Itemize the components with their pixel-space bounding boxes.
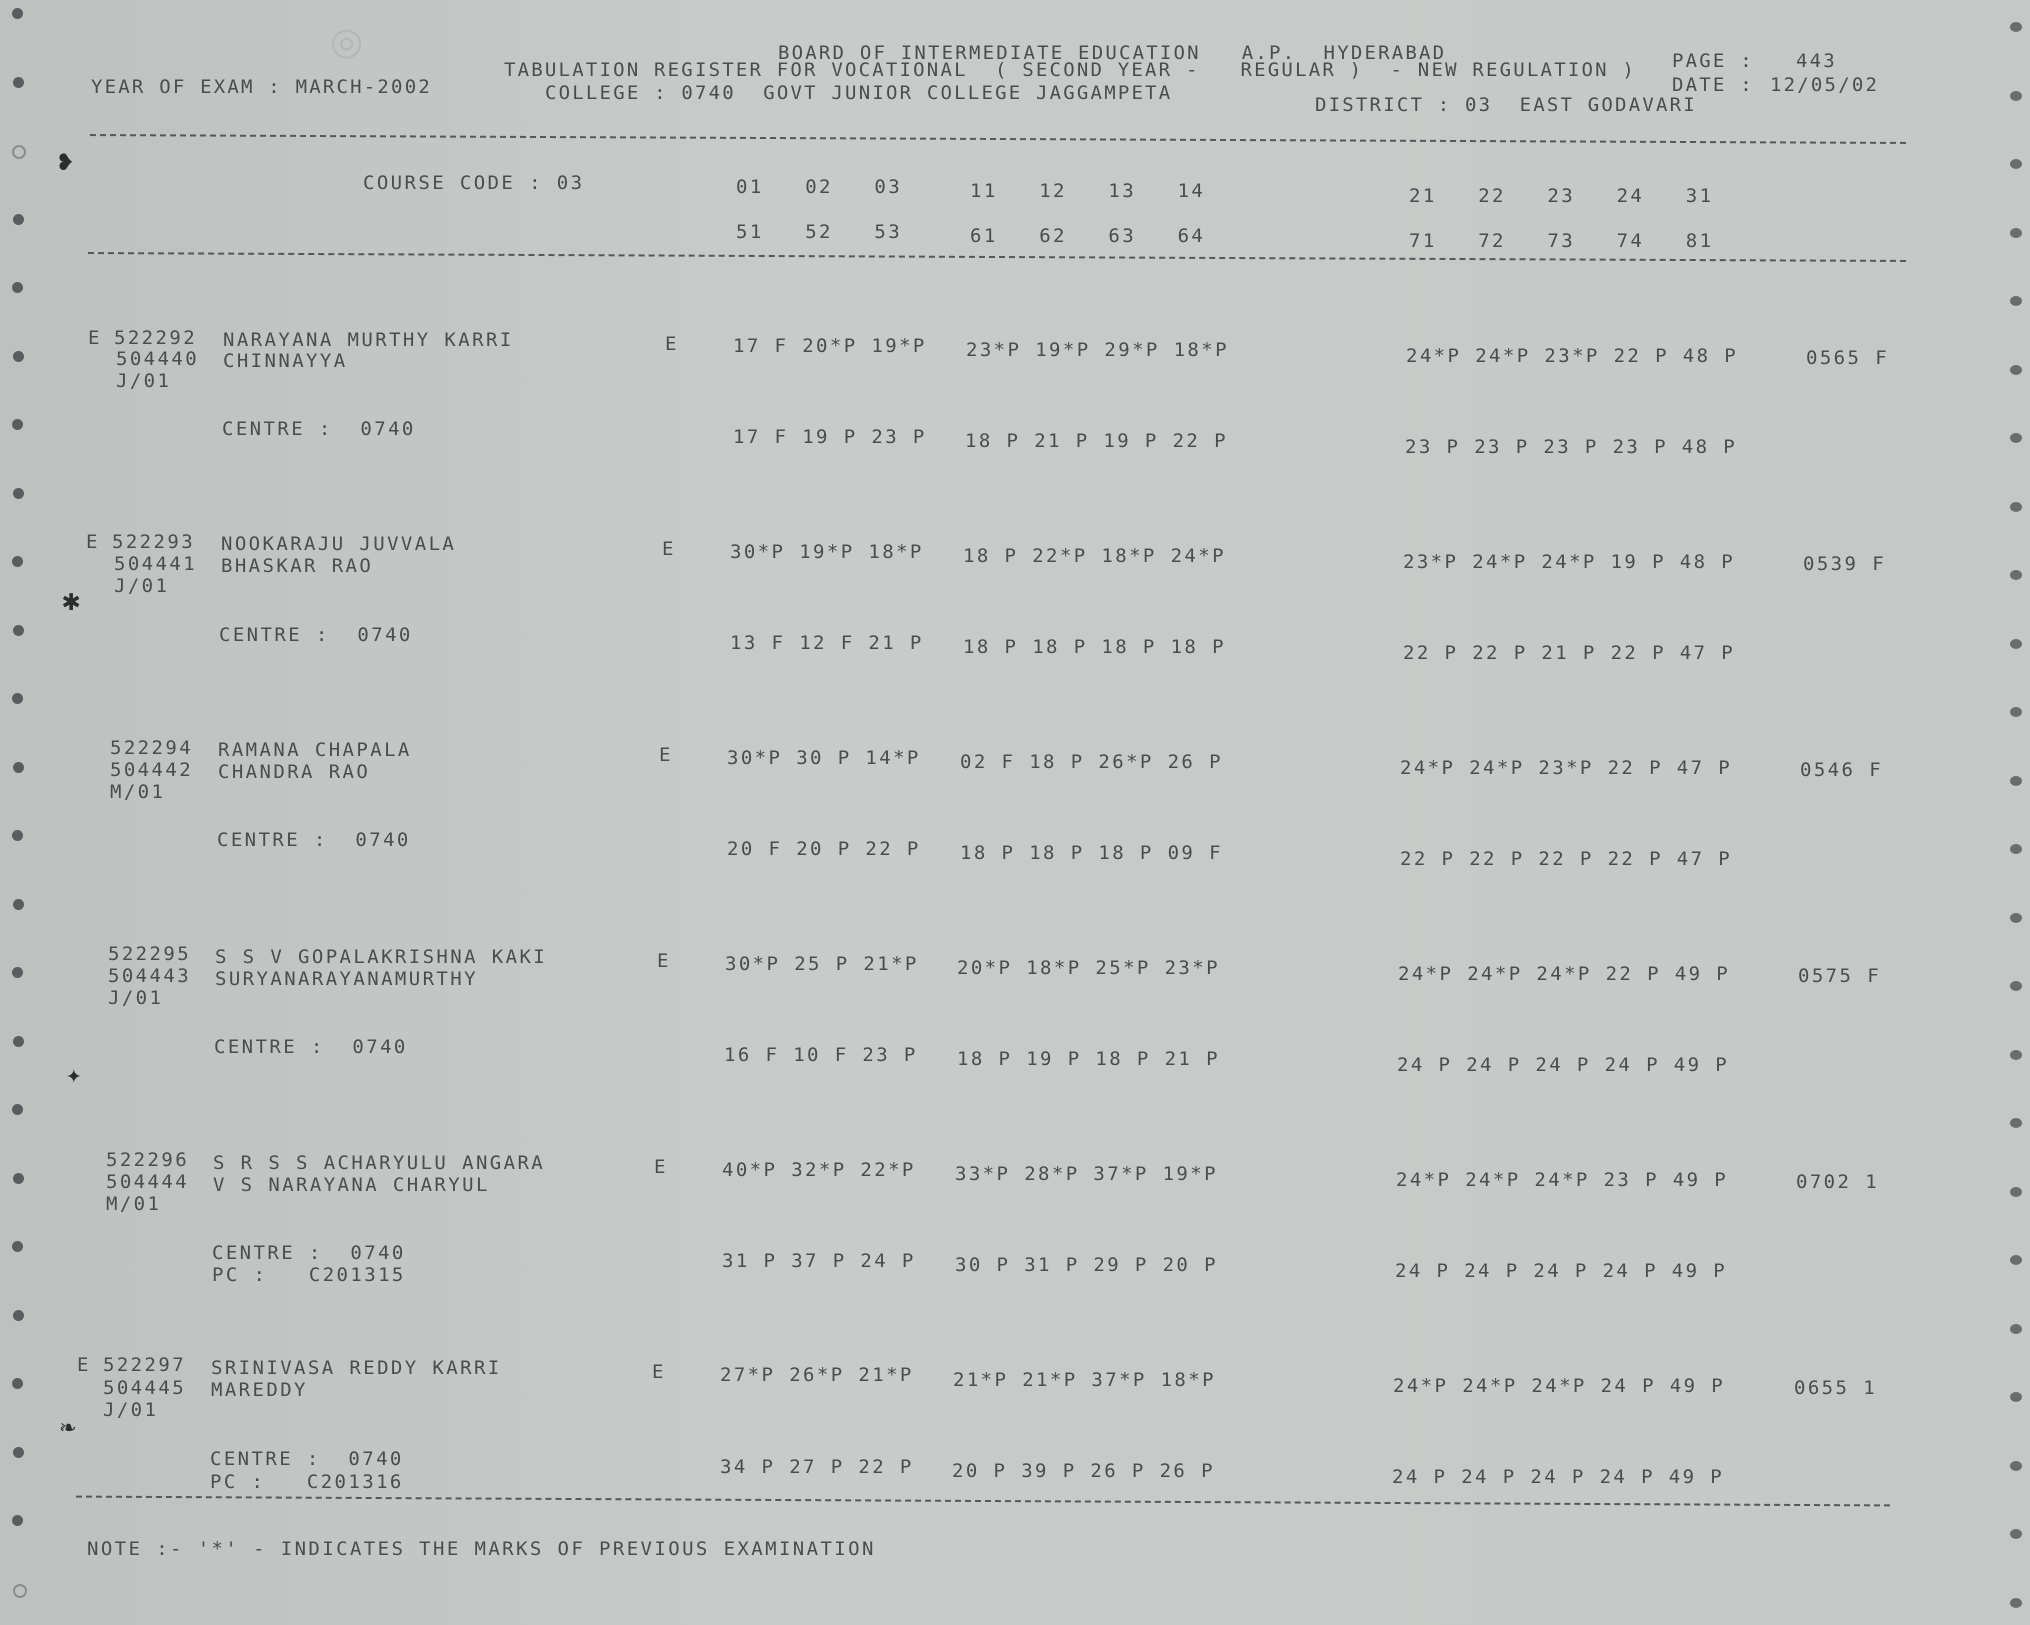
register-title: TABULATION REGISTER FOR VOCATIONAL ( SECOND YEAR - REGULAR ) - NEW REGULATION ) xyxy=(504,59,1637,81)
marks-second-year-group3: 22 P 22 P 22 P 22 P 47 P xyxy=(1400,848,1733,870)
marks-first-year-group2: 18 P 22*P 18*P 24*P xyxy=(963,545,1226,567)
register-number: 522296 xyxy=(106,1149,190,1171)
feed-hole xyxy=(13,488,24,499)
feed-hole xyxy=(12,282,23,293)
centre-code: CENTRE : 0740 xyxy=(214,1036,408,1058)
year-of-exam: YEAR OF EXAM : MARCH-2002 xyxy=(91,76,432,98)
grand-total: 0575 F xyxy=(1798,965,1882,987)
ghost-seal-mark: ◎ xyxy=(330,18,370,63)
student-code: J/01 xyxy=(114,575,170,597)
feed-hole xyxy=(13,77,24,88)
page-label: PAGE : xyxy=(1672,50,1754,72)
marks-second-year-group1: 13 F 12 F 21 P xyxy=(730,632,924,654)
medium: E xyxy=(665,333,679,355)
feed-hole xyxy=(13,1584,27,1598)
marks-first-year-group1: 30*P 25 P 21*P xyxy=(725,953,919,975)
feed-hole xyxy=(12,1104,23,1115)
marks-first-year-group1: 30*P 19*P 18*P xyxy=(730,541,924,563)
marks-first-year-group3: 24*P 24*P 24*P 23 P 49 P xyxy=(1396,1169,1729,1191)
register-number: 522295 xyxy=(108,943,192,965)
grand-total: 0539 F xyxy=(1803,553,1887,575)
centre-code: CENTRE : 0740 xyxy=(219,624,413,646)
feed-hole xyxy=(13,1036,24,1047)
parent-name: CHANDRA RAO xyxy=(218,761,371,783)
feed-hole xyxy=(13,1447,24,1458)
roll-number: 504442 xyxy=(110,759,194,781)
feed-hole xyxy=(2010,776,2022,786)
feed-hole xyxy=(12,1241,23,1252)
centre-code: CENTRE : 0740 xyxy=(212,1242,406,1264)
record-prefix: E xyxy=(88,327,102,349)
student-name: NOOKARAJU JUVVALA xyxy=(221,533,457,555)
student-code: M/01 xyxy=(110,781,166,803)
marks-second-year-group3: 24 P 24 P 24 P 24 P 49 P xyxy=(1395,1260,1728,1282)
feed-hole xyxy=(2010,228,2022,238)
date-label: DATE : xyxy=(1672,74,1754,96)
centre-code: CENTRE : 0740 xyxy=(217,829,411,851)
marks-first-year-group2: 33*P 28*P 37*P 19*P xyxy=(955,1163,1218,1185)
feed-hole xyxy=(2010,1598,2022,1608)
feed-hole xyxy=(12,8,23,19)
marks-second-year-group1: 34 P 27 P 22 P xyxy=(720,1456,914,1478)
marks-first-year-group2: 20*P 18*P 25*P 23*P xyxy=(957,957,1220,979)
marks-first-year-group3: 24*P 24*P 24*P 24 P 49 P xyxy=(1393,1375,1726,1397)
roll-number: 504444 xyxy=(106,1171,190,1193)
feed-hole xyxy=(12,967,23,978)
ink-mark: ❥ xyxy=(58,147,74,177)
marks-second-year-group2: 18 P 18 P 18 P 18 P xyxy=(963,636,1226,658)
footer-divider xyxy=(76,1496,1890,1507)
feed-hole xyxy=(2010,365,2022,375)
feed-hole xyxy=(2010,91,2022,101)
marks-second-year-group1: 20 F 20 P 22 P xyxy=(727,838,921,860)
marks-second-year-group3: 23 P 23 P 23 P 23 P 48 P xyxy=(1405,436,1738,458)
header-divider-bottom xyxy=(88,252,1906,262)
photo-code: PC : C201315 xyxy=(212,1264,406,1286)
feed-hole xyxy=(12,1515,23,1526)
marks-first-year-group2: 23*P 19*P 29*P 18*P xyxy=(966,339,1229,361)
feed-hole xyxy=(2010,159,2022,169)
roll-number: 504441 xyxy=(114,553,198,575)
medium: E xyxy=(662,538,676,560)
feed-hole xyxy=(2010,707,2022,717)
marks-first-year-group3: 24*P 24*P 24*P 22 P 49 P xyxy=(1398,963,1731,985)
course-code: COURSE CODE : 03 xyxy=(363,172,585,194)
register-number: 522297 xyxy=(103,1354,187,1376)
student-name: NARAYANA MURTHY KARRI xyxy=(223,329,514,351)
feed-hole xyxy=(2010,1255,2022,1265)
marks-first-year-group1: 40*P 32*P 22*P xyxy=(722,1159,916,1181)
feed-hole xyxy=(12,556,23,567)
parent-name: SURYANARAYANAMURTHY xyxy=(215,968,478,990)
student-code: M/01 xyxy=(106,1193,162,1215)
marks-second-year-group3: 24 P 24 P 24 P 24 P 49 P xyxy=(1392,1466,1725,1488)
roll-number: 504445 xyxy=(103,1377,187,1399)
marks-first-year-group1: 17 F 20*P 19*P xyxy=(733,335,927,357)
feed-hole xyxy=(12,145,26,159)
register-number: 522294 xyxy=(110,737,194,759)
roll-number: 504440 xyxy=(116,348,200,370)
marks-first-year-group3: 24*P 24*P 23*P 22 P 48 P xyxy=(1406,345,1739,367)
parent-name: BHASKAR RAO xyxy=(221,555,374,577)
feed-hole xyxy=(2010,433,2022,443)
medium: E xyxy=(659,744,673,766)
feed-hole xyxy=(2010,981,2022,991)
district-line: DISTRICT : 03 EAST GODAVARI xyxy=(1315,94,1697,116)
feed-hole xyxy=(2010,1392,2022,1402)
student-code: J/01 xyxy=(103,1399,159,1421)
feed-hole xyxy=(2010,296,2022,306)
photo-code: PC : C201316 xyxy=(210,1471,404,1493)
marks-second-year-group1: 16 F 10 F 23 P xyxy=(724,1044,918,1066)
column-codes-row1-group1: 01 02 03 xyxy=(736,176,903,198)
marks-first-year-group2: 02 F 18 P 26*P 26 P xyxy=(960,751,1223,773)
marks-second-year-group2: 18 P 21 P 19 P 22 P xyxy=(965,430,1228,452)
date-value: 12/05/02 xyxy=(1770,74,1880,96)
feed-hole xyxy=(2010,844,2022,854)
column-codes-row2-group1: 51 52 53 xyxy=(736,221,903,243)
feed-hole xyxy=(13,899,24,910)
column-codes-row2-group2: 61 62 63 64 xyxy=(970,225,1206,247)
feed-hole xyxy=(2010,570,2022,580)
college-line: COLLEGE : 0740 GOVT JUNIOR COLLEGE JAGGAMPETA xyxy=(545,82,1173,104)
parent-name: V S NARAYANA CHARYUL xyxy=(213,1174,490,1196)
feed-hole xyxy=(12,1378,23,1389)
roll-number: 504443 xyxy=(108,965,192,987)
feed-hole xyxy=(2010,913,2022,923)
parent-name: MAREDDY xyxy=(211,1379,308,1401)
centre-code: CENTRE : 0740 xyxy=(222,418,416,440)
student-name: S R S S ACHARYULU ANGARA xyxy=(213,1152,546,1174)
grand-total: 0565 F xyxy=(1806,347,1890,369)
centre-code: CENTRE : 0740 xyxy=(210,1448,404,1470)
student-name: RAMANA CHAPALA xyxy=(218,739,412,761)
feed-hole xyxy=(2010,1324,2022,1334)
board-title: BOARD OF INTERMEDIATE EDUCATION A.P. HYDERABAD xyxy=(778,42,1447,64)
feed-hole xyxy=(2010,1529,2022,1539)
marks-second-year-group1: 31 P 37 P 24 P xyxy=(722,1250,916,1272)
feed-hole xyxy=(2010,639,2022,649)
student-name: SRINIVASA REDDY KARRI xyxy=(211,1357,502,1379)
feed-hole xyxy=(13,214,24,225)
feed-hole xyxy=(13,1173,24,1184)
student-name: S S V GOPALAKRISHNA KAKI xyxy=(215,946,548,968)
marks-second-year-group2: 30 P 31 P 29 P 20 P xyxy=(955,1254,1218,1276)
feed-hole xyxy=(13,1310,24,1321)
medium: E xyxy=(654,1156,668,1178)
marks-second-year-group1: 17 F 19 P 23 P xyxy=(733,426,927,448)
register-number: 522293 xyxy=(112,531,196,553)
feed-hole xyxy=(13,351,24,362)
marks-first-year-group3: 24*P 24*P 23*P 22 P 47 P xyxy=(1400,757,1733,779)
feed-hole xyxy=(2010,1118,2022,1128)
record-prefix: E xyxy=(86,531,100,553)
feed-hole xyxy=(12,830,23,841)
footnote: NOTE :- '*' - INDICATES THE MARKS OF PREVIOUS EXAMINATION xyxy=(87,1538,876,1560)
feed-hole xyxy=(2010,502,2022,512)
header-divider-top xyxy=(90,134,1906,144)
feed-hole xyxy=(2010,1050,2022,1060)
marks-first-year-group3: 23*P 24*P 24*P 19 P 48 P xyxy=(1403,551,1736,573)
marks-second-year-group2: 18 P 19 P 18 P 21 P xyxy=(957,1048,1220,1070)
marks-second-year-group3: 22 P 22 P 21 P 22 P 47 P xyxy=(1403,642,1736,664)
feed-hole xyxy=(2010,22,2022,32)
marks-second-year-group3: 24 P 24 P 24 P 24 P 49 P xyxy=(1397,1054,1730,1076)
medium: E xyxy=(657,950,671,972)
medium: E xyxy=(652,1361,666,1383)
column-codes-row1-group3: 21 22 23 24 31 xyxy=(1409,185,1714,207)
feed-hole xyxy=(12,693,23,704)
ink-mark: ❧ xyxy=(60,1412,76,1442)
grand-total: 0546 F xyxy=(1800,759,1884,781)
parent-name: CHINNAYYA xyxy=(223,350,348,372)
marks-second-year-group2: 20 P 39 P 26 P 26 P xyxy=(952,1460,1215,1482)
marks-first-year-group2: 21*P 21*P 37*P 18*P xyxy=(953,1369,1216,1391)
grand-total: 0655 1 xyxy=(1794,1377,1878,1399)
column-codes-row2-group3: 71 72 73 74 81 xyxy=(1409,230,1714,252)
feed-hole xyxy=(2010,1461,2022,1471)
register-number: 522292 xyxy=(114,327,198,349)
record-prefix: E xyxy=(77,1354,91,1376)
page-number: 443 xyxy=(1796,50,1837,72)
marks-first-year-group1: 30*P 30 P 14*P xyxy=(727,747,921,769)
feed-hole xyxy=(2010,1187,2022,1197)
student-code: J/01 xyxy=(116,370,172,392)
feed-hole xyxy=(13,762,24,773)
ink-mark: ✦ xyxy=(66,1060,82,1090)
marks-first-year-group1: 27*P 26*P 21*P xyxy=(720,1364,914,1386)
marks-second-year-group2: 18 P 18 P 18 P 09 F xyxy=(960,842,1223,864)
student-code: J/01 xyxy=(108,987,164,1009)
grand-total: 0702 1 xyxy=(1796,1171,1880,1193)
feed-hole xyxy=(12,419,23,430)
feed-hole xyxy=(13,625,24,636)
ink-mark: ✱ xyxy=(62,583,81,618)
column-codes-row1-group2: 11 12 13 14 xyxy=(970,180,1206,202)
